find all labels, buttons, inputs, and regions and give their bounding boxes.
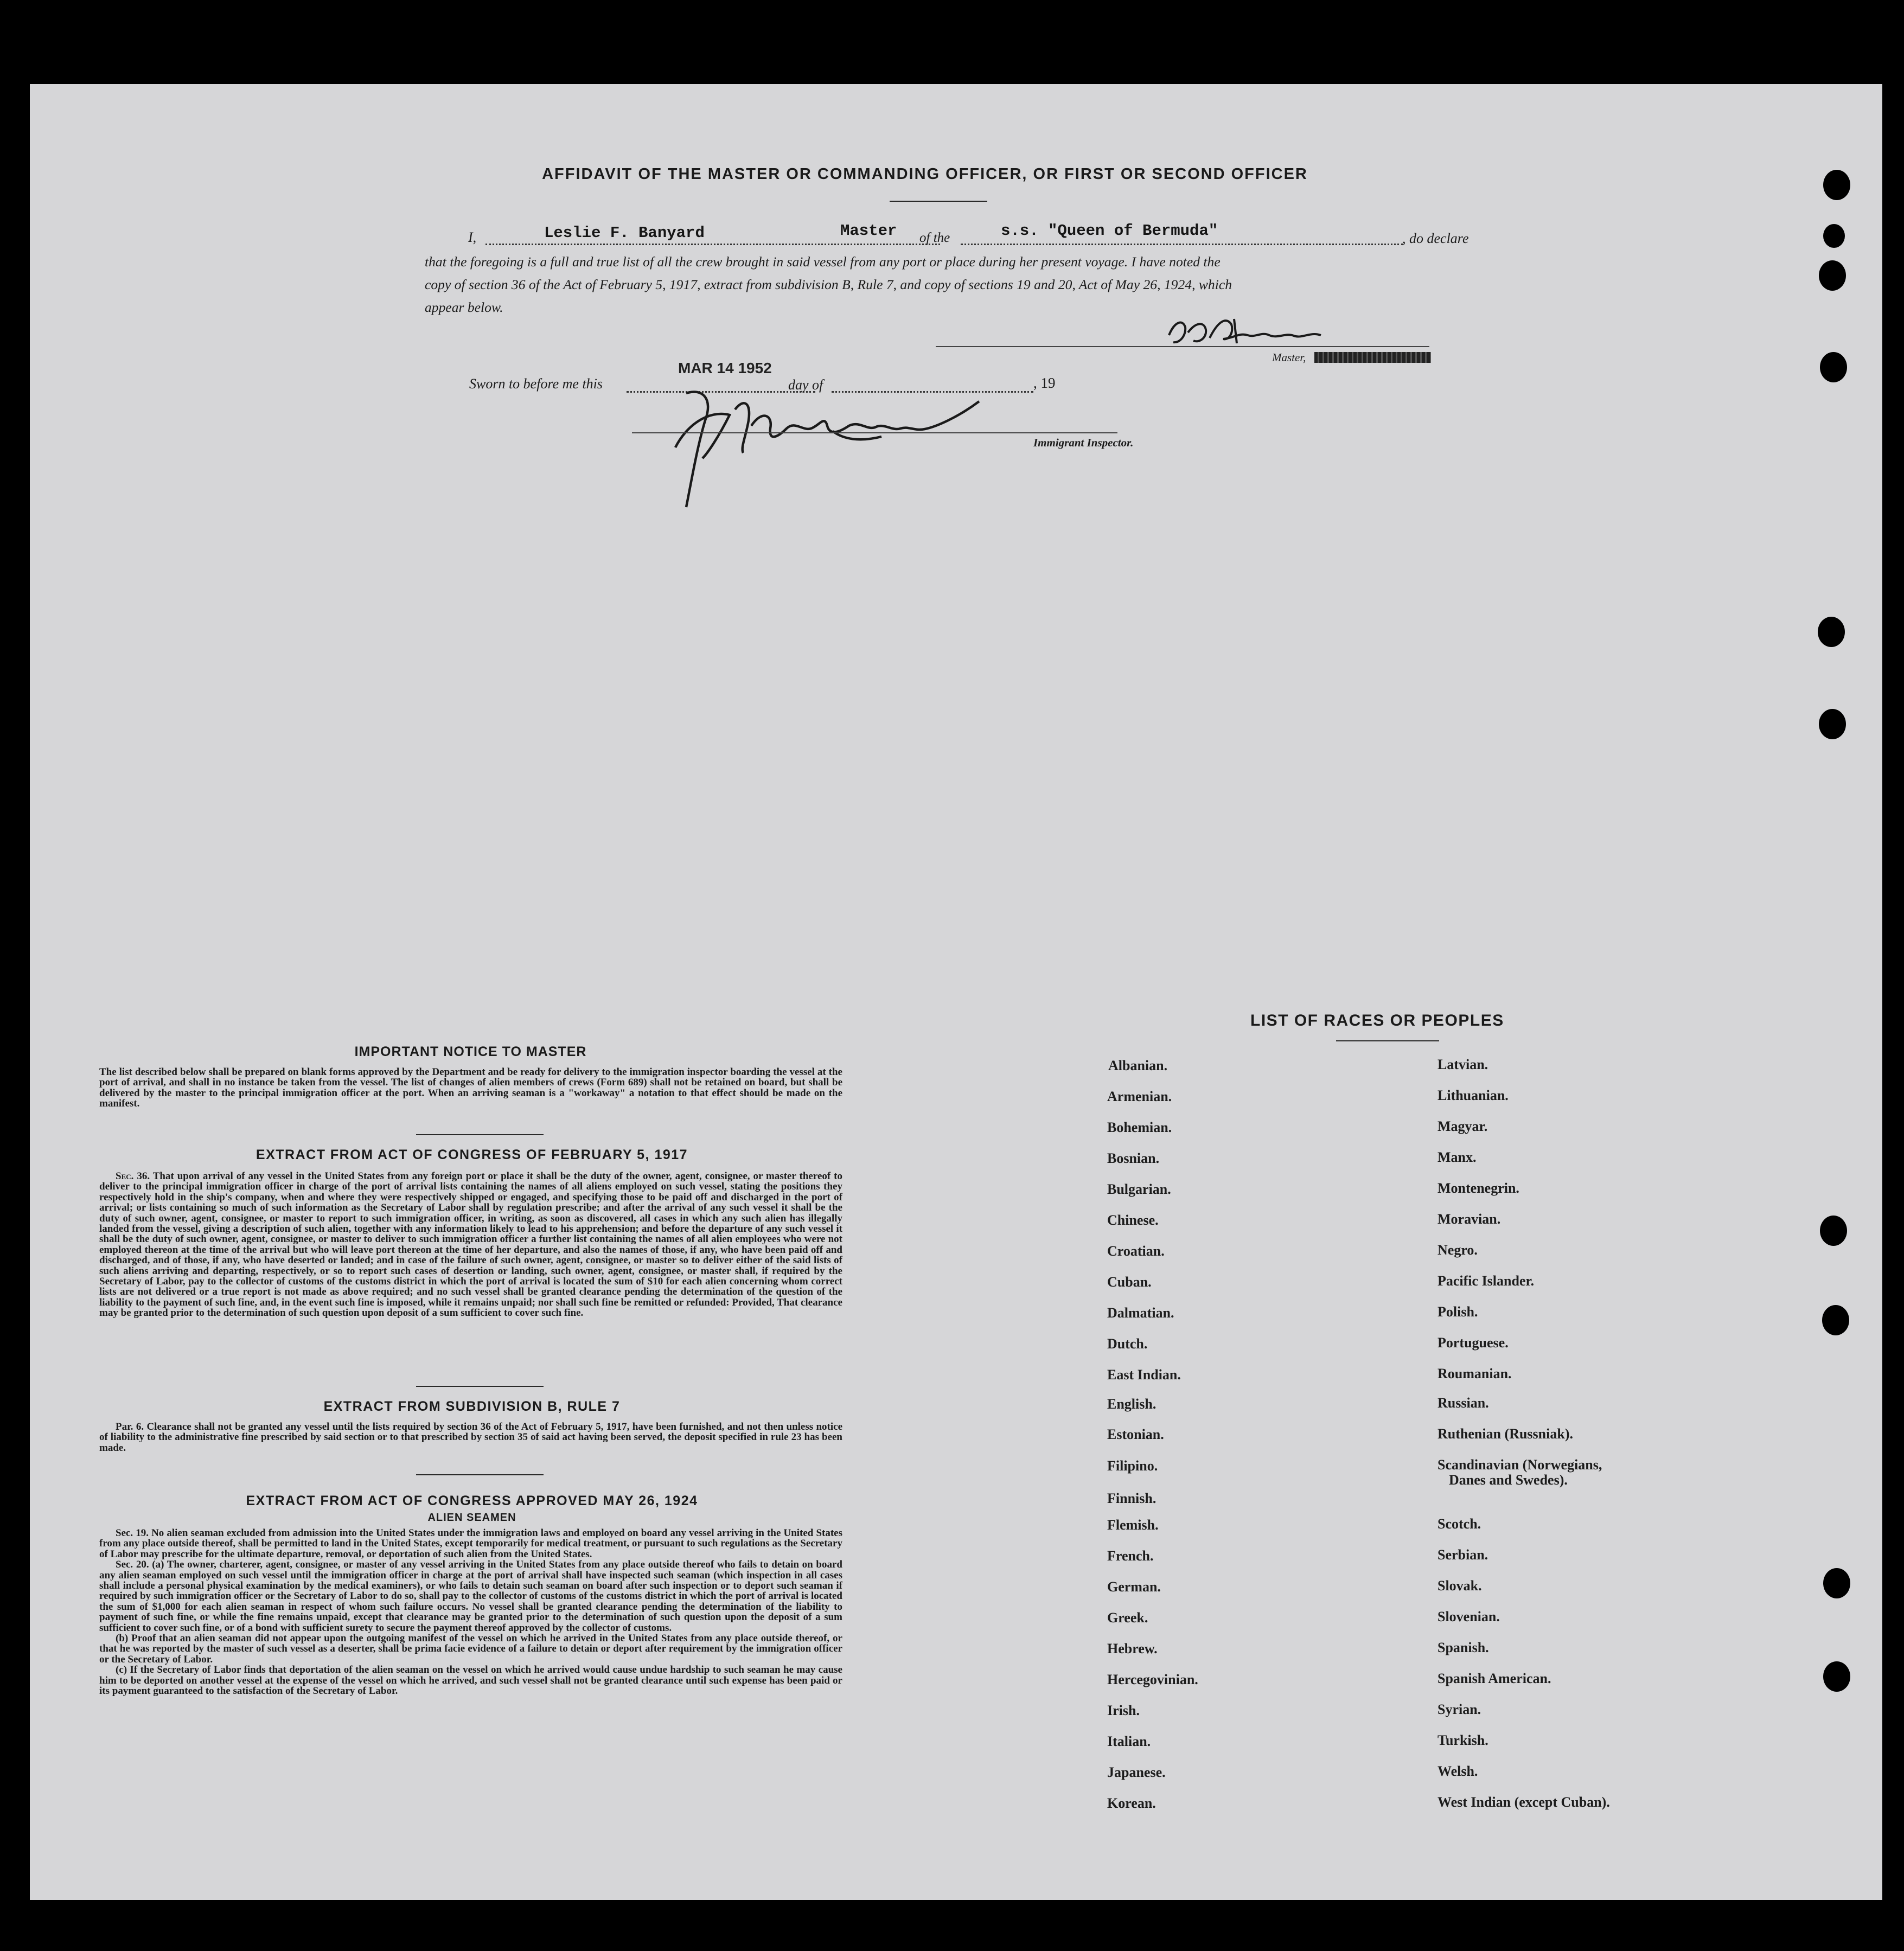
- do-declare: , do declare: [1402, 231, 1469, 246]
- race-right-item: Polish.: [1437, 1304, 1478, 1320]
- race-left-item: Bosnian.: [1107, 1150, 1160, 1166]
- binder-hole: [1818, 617, 1845, 647]
- race-right-item: Danes and Swedes).: [1449, 1472, 1568, 1488]
- rule7-text: Par. 6. Clearance shall not be granted any vessel until the lists required by section 36 of the Act of February 5, 1917, have been furnished, and not then unless notice of liability to the administrative fine prescribed by said section or to that prescribed by section 35 of said act having been served, the deposit specified in rule 23 has been made.: [99, 1421, 842, 1454]
- race-left-item: Japanese.: [1107, 1764, 1166, 1780]
- document-sheet: [30, 84, 1882, 1900]
- day-of-label: day of: [788, 377, 823, 393]
- race-left-item: Bulgarian.: [1107, 1181, 1171, 1197]
- extract-1917-title: EXTRACT FROM ACT OF CONGRESS OF FEBRUARY 5, 1917: [255, 1147, 688, 1162]
- race-left-item: Greek.: [1107, 1610, 1148, 1626]
- race-left-item: German.: [1107, 1579, 1161, 1595]
- rule7-title: EXTRACT FROM SUBDIVISION B, RULE 7: [323, 1399, 621, 1414]
- binder-hole: [1820, 1216, 1847, 1246]
- race-left-item: English.: [1107, 1396, 1157, 1412]
- race-left-item: Estonian.: [1107, 1427, 1164, 1442]
- race-right-item: Slovak.: [1437, 1578, 1482, 1594]
- race-right-item: Magyar.: [1437, 1118, 1488, 1134]
- race-right-item: Montenegrin.: [1437, 1180, 1519, 1196]
- notice-text: The list described below shall be prepared on blank forms approved by the Department and be ready for delivery to the immigration inspector boarding the vessel at the port of arrival, and shall in no instance be taken from the vessel. The list of changes of alien members of crews (Form 689) shall not be retained on board, but shall be delivered by the master to the principal immigration officer at the port. When an arriving seaman is a "workaway" a notation to that effect should be made on the manifest.: [99, 1066, 842, 1110]
- race-left-item: Finnish.: [1107, 1491, 1157, 1506]
- inspector-signature: [654, 377, 1044, 518]
- declaration-line-1: that the foregoing is a full and true list of all the crew brought in said vessel from any port or place during her present voyage. I have noted the: [425, 254, 1221, 270]
- race-left-item: Armenian.: [1107, 1089, 1172, 1104]
- races-title-underline: [1336, 1040, 1439, 1041]
- binder-hole: [1823, 1568, 1850, 1598]
- master-name: Leslie F. Banyard: [544, 224, 705, 242]
- sworn-date-stamp: MAR 14 1952: [678, 360, 772, 376]
- binder-hole: [1822, 1305, 1849, 1335]
- binder-hole: [1823, 224, 1845, 248]
- race-left-item: Bohemian.: [1107, 1120, 1172, 1135]
- race-right-item: Syrian.: [1437, 1701, 1481, 1717]
- race-left-item: Croatian.: [1107, 1243, 1165, 1259]
- year-prefix: , 19: [1033, 375, 1056, 391]
- extract-1917-text: [99, 1171, 842, 1319]
- race-right-item: Roumanian.: [1437, 1366, 1512, 1381]
- race-right-item: Welsh.: [1437, 1763, 1478, 1779]
- race-right-item: Manx.: [1437, 1149, 1477, 1165]
- name-line: [485, 244, 940, 245]
- race-left-item: Flemish.: [1107, 1517, 1159, 1533]
- race-left-item: Irish.: [1107, 1703, 1140, 1718]
- sec-36-body: That upon arrival of any vessel in the United States from any foreign port or place it shall be the duty of the owner, agent, consignee, or master thereof to deliver to the principal immigration officer in charge of the port of arrival lists containing the names of all aliens employed on such vessel, stating the positions they respectively hold in the ship's company, when and where they were respectively shipped or engaged, and specifying those to be paid off and discharged in the port of arrival; or lists containing so much of such information as the Secretary of Labor shall by regulation prescribe; and after the arrival of any such vessel it shall be the duty of such owner, agent, consignee, or master to report to such immigration officer, in writing, as soon as discovered, all cases in which any such alien has illegally landed from the vessel, giving a description of such alien, together with any information likely to lead to his apprehension; and before the departure of any such vessel it shall be the duty of such owner, agent, consignee, or master to deliver to such immigration officer a further list containing the names of all alien employees who were not employed thereon at the time of the arrival but who will leave port thereon at the time of her departure, and also the names of those, if any, who have been paid off and discharged, and of those, if any, who have deserted or landed; and in case of the failure of such owner, agent, consignee, or master so to deliver either of the said lists of such aliens arriving and departing, respectively, or so to report such cases of desertion or landing, such owner, agent, consignee, or master shall, if required by the Secretary of Labor, pay to the collector of customs of the customs district in which the port of arrival is located the sum of $10 for each alien concerning whom correct lists are not delivered or a true report is not made as above required; and no such vessel shall be granted clearance pending the determination of the question of the liability to the payment of such fine, and, in the event such fine is imposed, while it remains unpaid; nor shall such fine be remitted or refunded: Provided, That clearance may be granted prior to the determination of such question upon deposit of a sum sufficient to cover such fine.: [99, 1170, 842, 1319]
- sec-19-text: Sec. 19. No alien seaman excluded from admission into the United States under the immigration laws and employed on board any vessel arriving in the United States from any place outside thereof, shall be permitted to land in the United States, except temporarily for medical treatment, or pursuant to such regulations as the Secretary of Labor may prescribe for the ultimate departure, removal, or deportation of such alien from the United States.: [99, 1527, 842, 1560]
- race-left-item: Hercegovinian.: [1107, 1672, 1198, 1687]
- race-left-item: Filipino.: [1107, 1458, 1158, 1474]
- divider: [416, 1386, 544, 1387]
- race-right-item: Spanish American.: [1437, 1671, 1551, 1686]
- race-right-item: Ruthenian (Russniak).: [1437, 1426, 1573, 1442]
- master-rank: Master: [840, 222, 897, 240]
- race-left-item: Dutch.: [1107, 1336, 1148, 1352]
- race-left-item: Cuban.: [1107, 1274, 1152, 1290]
- binder-hole: [1819, 709, 1846, 739]
- inspector-label: Immigrant Inspector.: [1033, 436, 1134, 449]
- race-right-item: Spanish.: [1437, 1640, 1489, 1655]
- race-left-item: French.: [1107, 1548, 1154, 1564]
- race-left-item: Chinese.: [1107, 1212, 1159, 1228]
- sec-20a-text: Sec. 20. (a) The owner, charterer, agent, consignee, or master of any vessel arriving in the United States from any place outside thereof who fails to detain on board any alien seaman employed on such vessel until the immigration officer in charge at the port of arrival shall have inspected such seaman (which inspection in all cases shall include a personal physical examination by the medical examiners), or who fails to detain such seaman on board after such inspection or to deport such seaman if required by such immigration officer or the Secretary of Labor to do so, shall pay to the collector of customs of the customs district in which the port of arrival is located the sum of $1,000 for each alien seaman in respect of whom such failure occurs. No vessel shall be granted clearance pending the determination of the liability to payment of such fine, or while the fine remains unpaid, except that clearance may be granted prior to the determination of such question upon the deposit of a sum sufficient to cover such fine, or of a bond with sufficient surety to secure the payment thereof approved by the collector of customs.: [99, 1559, 842, 1634]
- binder-hole: [1820, 352, 1847, 382]
- race-left-item: Italian.: [1107, 1733, 1151, 1749]
- declaration-line-2: copy of section 36 of the Act of February 5, 1917, extract from subdivision B, Rule 7, and copy of sections 19 and 20, Act of May 26, 1924, which: [425, 277, 1232, 292]
- i-label: I,: [468, 229, 477, 245]
- declaration-line-3: appear below.: [425, 299, 503, 315]
- races-title: LIST OF RACES OR PEOPLES: [1250, 1012, 1504, 1029]
- race-right-item: Slovenian.: [1437, 1609, 1500, 1624]
- vessel-name: s.s. "Queen of Bermuda": [1001, 222, 1218, 240]
- alien-seamen-subtitle: ALIEN SEAMEN: [427, 1512, 516, 1524]
- extract-1924-title: EXTRACT FROM ACT OF CONGRESS APPROVED MAY 26, 1924: [246, 1493, 698, 1508]
- sworn-label: Sworn to before me this: [469, 376, 603, 392]
- race-right-item: Portuguese.: [1437, 1335, 1509, 1351]
- title-underline: [890, 201, 987, 202]
- race-right-item: Serbian.: [1437, 1547, 1488, 1563]
- race-right-item: Lithuanian.: [1437, 1088, 1509, 1103]
- master-signature: [1158, 311, 1386, 354]
- race-right-item: Turkish.: [1437, 1732, 1488, 1748]
- inspector-signature-line: [632, 432, 1117, 433]
- race-right-item: West Indian (except Cuban).: [1437, 1794, 1610, 1810]
- race-right-item: Latvian.: [1437, 1057, 1488, 1072]
- binder-hole: [1823, 1661, 1850, 1692]
- sec-20c-text: (c) If the Secretary of Labor finds that deportation of the alien seaman on the vessel on which he arrived would cause undue hardship to such seaman he may cause him to be deported on another vessel at the expense of the vessel on which he arrived, and such vessel shall not be granted clearance until such expense has been paid or its payment guaranteed to the satisfaction of the Secretary of Labor.: [99, 1664, 842, 1697]
- race-right-item: Scandinavian (Norwegians,: [1437, 1457, 1602, 1473]
- binder-hole: [1823, 170, 1850, 200]
- notice-title: IMPORTANT NOTICE TO MASTER: [354, 1044, 587, 1059]
- sec-20b-text: (b) Proof that an alien seaman did not appear upon the outgoing manifest of the vessel on which he arrived in the United States from any place outside thereof, or that he was reported by the master of such vessel as a deserter, shall be prima facie evidence of a failure to detain or deport after requirement by the immigration officer or the Secretary of Labor.: [99, 1633, 842, 1665]
- race-left-item: Hebrew.: [1107, 1641, 1158, 1656]
- race-left-item: Dalmatian.: [1107, 1305, 1174, 1321]
- vessel-line: [961, 244, 1403, 245]
- race-left-item: Korean.: [1107, 1795, 1156, 1811]
- race-left-item: East Indian.: [1107, 1367, 1181, 1383]
- binder-hole: [1819, 260, 1846, 291]
- of-the-label: of the: [919, 231, 950, 245]
- divider: [416, 1474, 544, 1475]
- affidavit-title: AFFIDAVIT OF THE MASTER OR COMMANDING OFFICER, OR FIRST OR SECOND OFFICER: [542, 165, 1308, 183]
- race-right-item: Scotch.: [1437, 1516, 1481, 1532]
- extract-1924-text: [99, 1528, 842, 1697]
- race-right-item: Pacific Islander.: [1437, 1273, 1535, 1289]
- race-right-item: Negro.: [1437, 1242, 1478, 1258]
- struck-text: [1314, 352, 1431, 363]
- sec-36-label: Sec. 36.: [116, 1170, 150, 1182]
- master-label: Master,: [1272, 351, 1306, 364]
- race-right-item: Moravian.: [1437, 1211, 1501, 1227]
- race-left-item: Albanian.: [1108, 1058, 1168, 1073]
- divider: [416, 1134, 544, 1135]
- race-right-item: Russian.: [1437, 1395, 1489, 1411]
